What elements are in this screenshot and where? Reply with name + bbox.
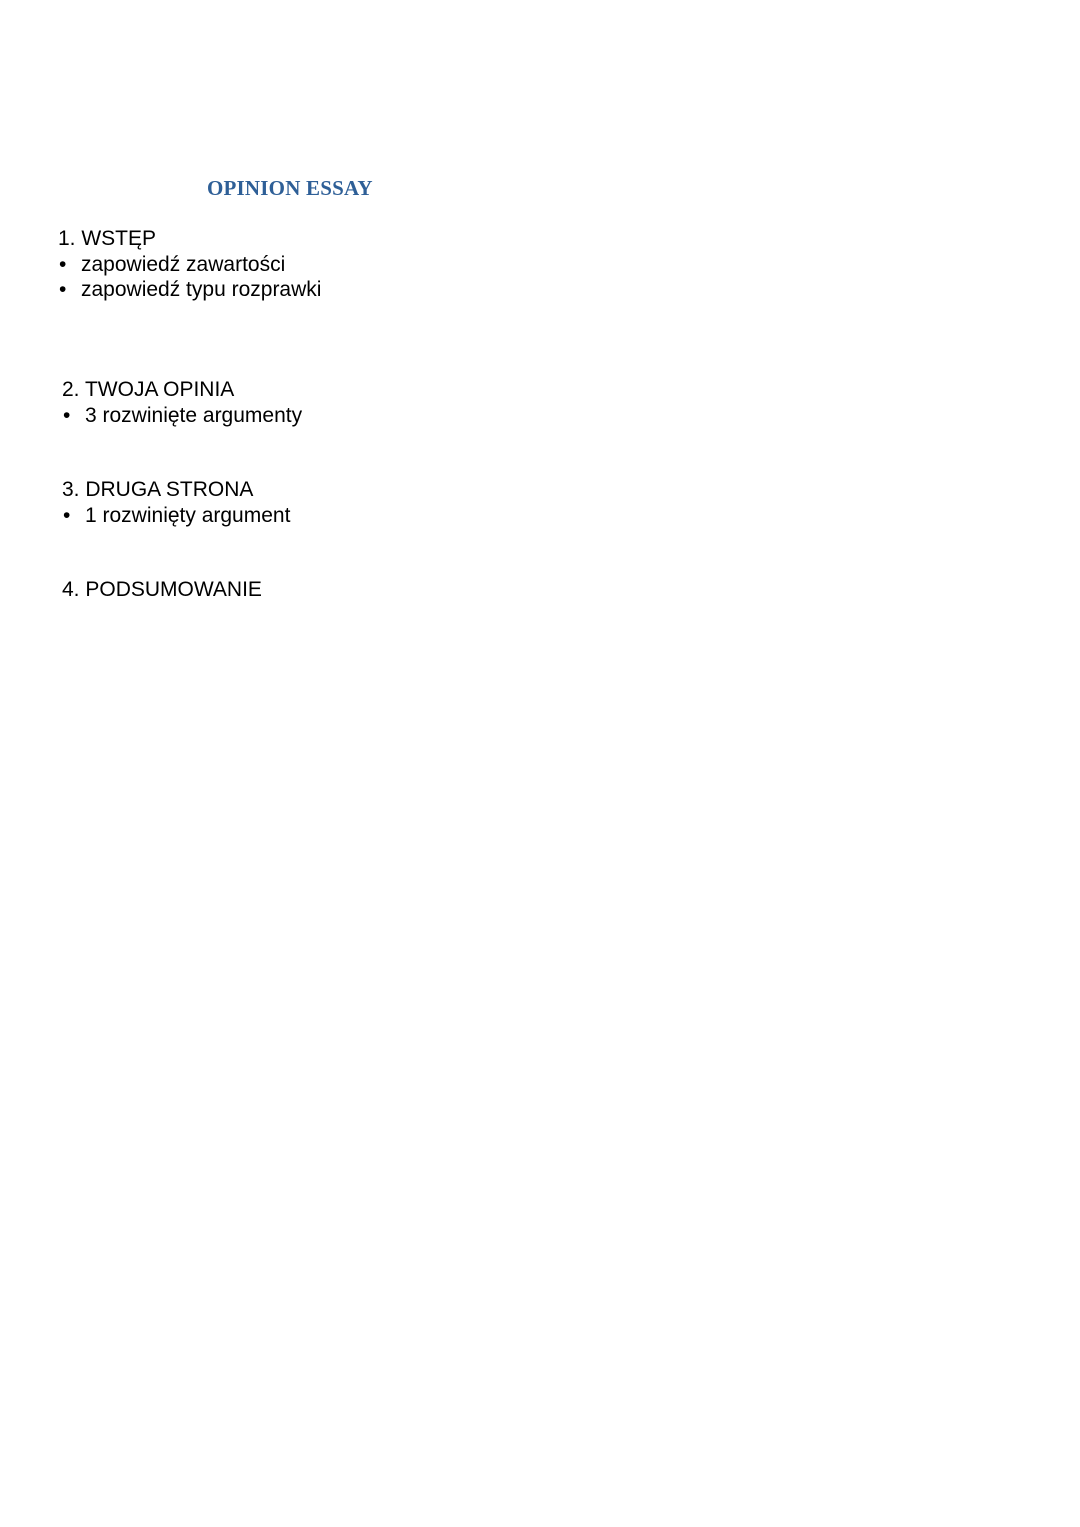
list-item [62, 403, 302, 428]
bullet-icon: • [59, 253, 67, 276]
document-title: OPINION ESSAY [207, 176, 373, 200]
section-heading: 4. PODSUMOWANIE [62, 578, 262, 601]
list-item-text: 3 rozwinięte argumenty [85, 404, 303, 427]
list-item [58, 252, 321, 277]
bullet-icon: • [63, 404, 71, 427]
list-item-text: zapowiedź typu rozprawki [81, 278, 322, 301]
list-item [58, 277, 321, 302]
list-item-text: 1 rozwinięty argument [85, 504, 291, 527]
section-other-side [62, 477, 290, 528]
bullet-icon: • [59, 278, 67, 301]
section-heading: 1. WSTĘP [58, 227, 157, 250]
section-heading: 3. DRUGA STRONA [62, 478, 254, 501]
section-opinion [62, 377, 302, 428]
list-item [62, 503, 290, 528]
section-summary [62, 577, 262, 603]
list-item-text: zapowiedź zawartości [81, 253, 286, 276]
section-heading: 2. TWOJA OPINIA [62, 378, 235, 401]
bullet-icon: • [63, 504, 71, 527]
section-intro [58, 226, 321, 302]
